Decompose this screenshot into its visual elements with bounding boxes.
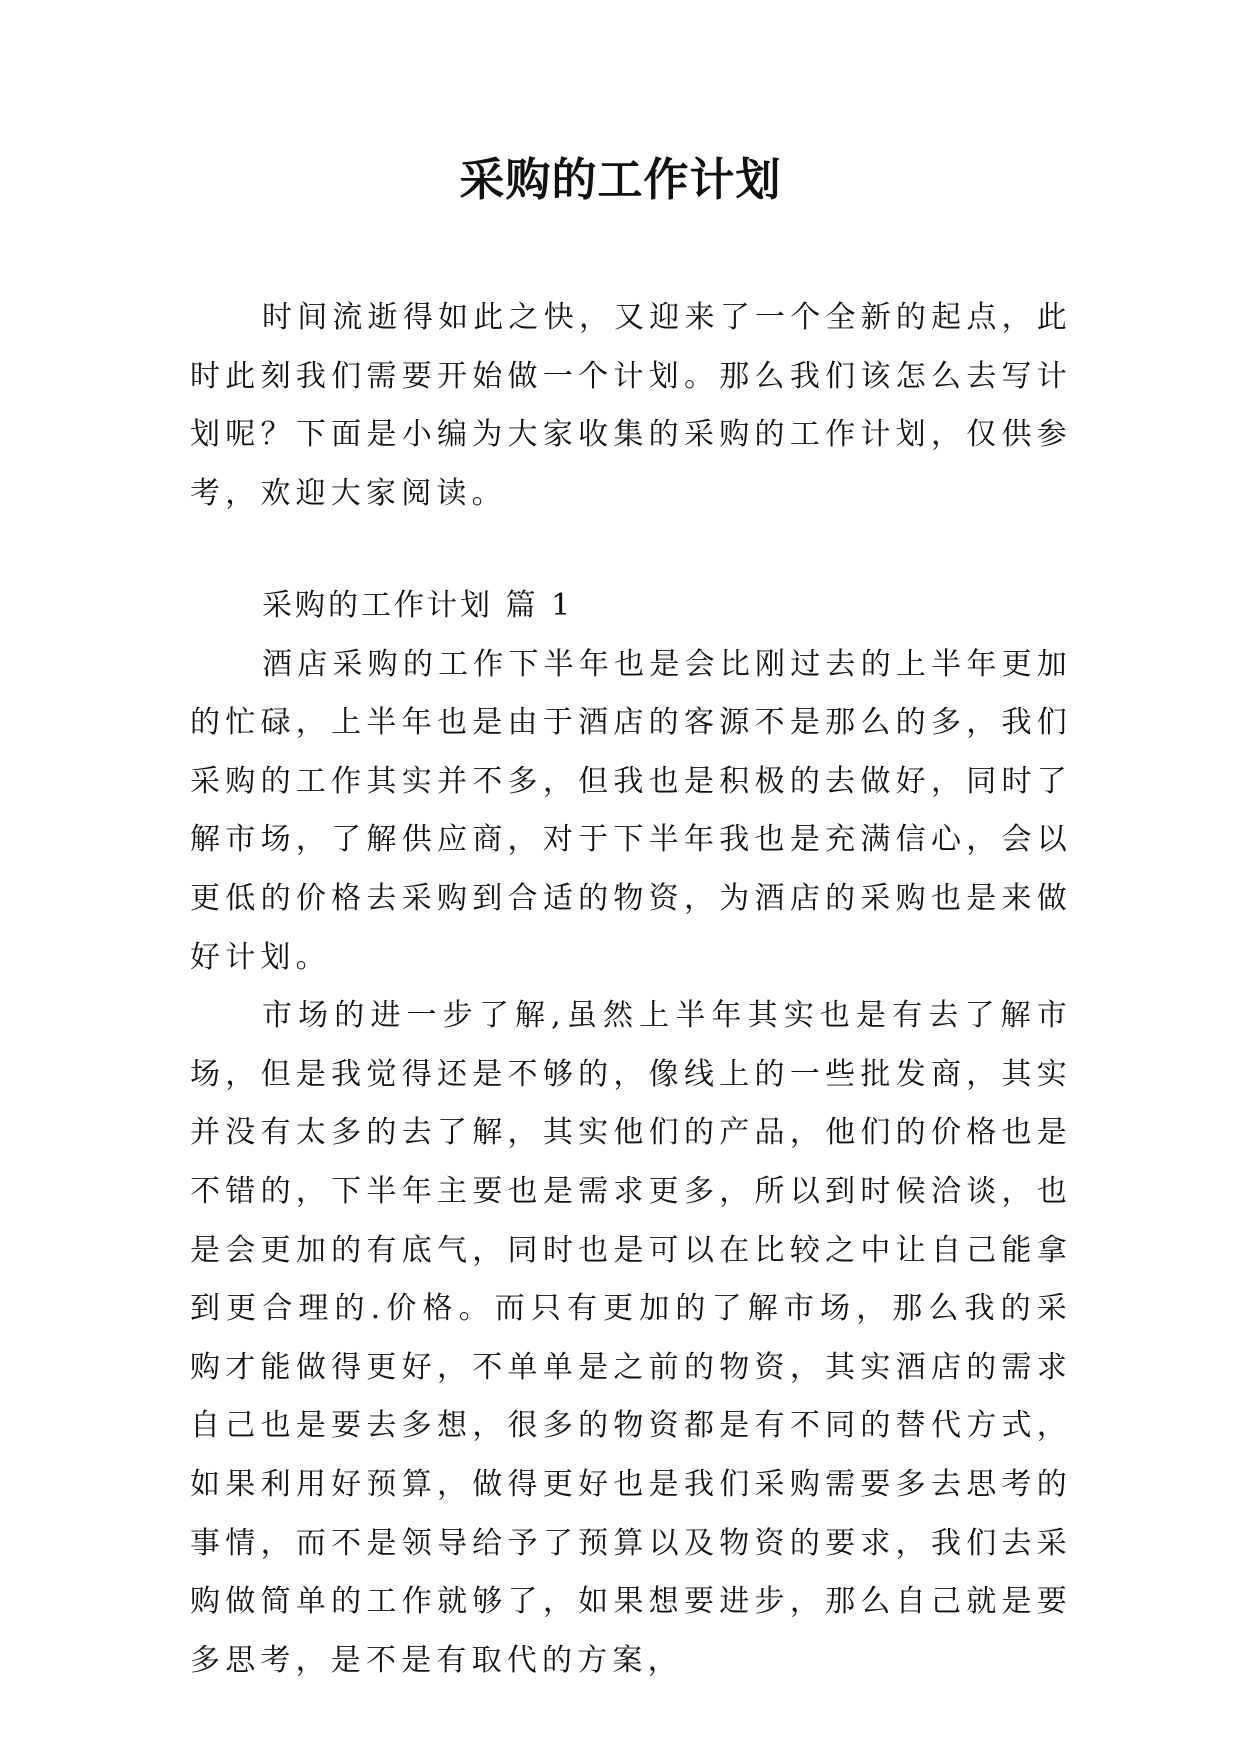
intro-block	[190, 289, 1072, 523]
section-1	[190, 577, 1072, 1690]
body-paragraph-1: 酒店采购的工作下半年也是会比刚过去的上半年更加的忙碌，上半年也是由于酒店的客源不是那么的多，我们采购的工作其实并不多，但我也是积极的去做好，同时了解市场，了解供应商，对于下半年我也是充满信心，会以更低的价格去采购到合适的物资，为酒店的采购也是来做好计划。	[190, 646, 1072, 975]
body-paragraph-2: 市场的进一步了解,虽然上半年其实也是有去了解市场，但是我觉得还是不够的，像线上的一些批发商，其实并没有太多的去了解，其实他们的产品，他们的价格也是不错的，下半年主要也是需求更多，所以到时候洽谈，也是会更加的有底气，同时也是可以在比较之中让自己能拿到更合理的.价格。而只有更加的了解市场，那么我的采购才能做得更好，不单单是之前的物资，其实酒店的需求自己也是要去多想，很多的物资都是有不同的替代方式，如果利用好预算，做得更好也是我们采购需要多去思考的事情，而不是领导给予了预算以及物资的要求，我们去采购做简单的工作就够了，如果想要进步，那么自己就是要多思考，是不是有取代的方案，	[190, 998, 1072, 1678]
section-heading: 采购的工作计划 篇 1	[262, 588, 574, 623]
page-title: 采购的工作计划	[459, 153, 782, 206]
intro-paragraph: 时间流逝得如此之快，又迎来了一个全新的起点，此时此刻我们需要开始做一个计划。那么我们该怎么去写计划呢？下面是小编为大家收集的采购的工作计划，仅供参考，欢迎大家阅读。	[190, 300, 1072, 511]
